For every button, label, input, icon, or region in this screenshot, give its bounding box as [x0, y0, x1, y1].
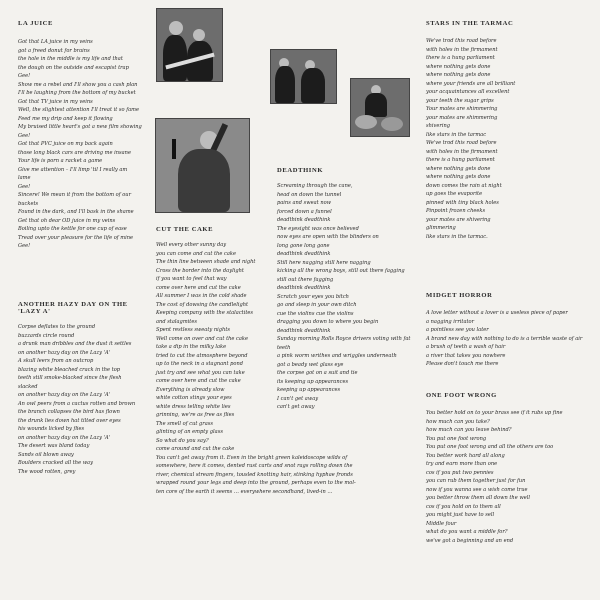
lyric-line: Middle four — [426, 520, 457, 527]
lyric-line: what do you want a middle for? — [426, 529, 508, 535]
lyric-line: lame — [18, 175, 31, 181]
lyric-line: My bruised little heart's got a new film showing — [18, 124, 142, 130]
lyric-line: got a beady wet glass eye — [277, 361, 344, 368]
song-title-lazy-a: ANOTHER HAZY DAY ON THE 'LAZY A' — [18, 301, 128, 315]
lyric-line: your acquaintances all excellent — [426, 89, 510, 95]
lyric-line: Cross the border into the daylight — [156, 267, 244, 274]
lyric-line: come over here and cut the cake — [156, 378, 241, 384]
lyric-line: pinned with tiny black holes — [426, 199, 499, 206]
song-title-cut-the-cake: CUT THE CAKE — [156, 226, 214, 233]
lyric-line: deadthink deadthink — [277, 327, 331, 334]
lyric-line: Boiling upto the kettle for one cup of ease — [18, 226, 127, 232]
lyric-line: Corpse deflates to the ground — [18, 324, 96, 330]
lyric-line: Get that oh dear OD juice in my veins — [18, 217, 116, 224]
lyric-line: with holes in the firmament — [426, 148, 498, 155]
lyric-line: the branch collapses the bird has flown — [18, 409, 120, 415]
lyric-line: Sands oil blown away — [18, 451, 74, 458]
column-center-right — [277, 167, 417, 412]
lyric-line: now if you wanna see a wish come true — [426, 486, 528, 493]
lyric-line: Everything is already slow — [156, 386, 225, 393]
lyric-line: like stars in the tarmac. — [426, 233, 488, 240]
lyric-line: the dough on the outside and escapist trap — [18, 64, 129, 71]
song-title-la-juice: LA JUICE — [18, 20, 54, 27]
lyric-line: up to the neck in a stagnant pond — [156, 361, 243, 367]
lyric-line: the hole in the middle is my life and that — [18, 56, 123, 62]
lyric-line: keeping up appearances — [277, 387, 341, 393]
lyric-line: Feed me my drip and keep it flowing — [18, 115, 113, 122]
lyrics-midget-horror — [426, 309, 596, 369]
lyric-line: and stalagmites — [156, 318, 197, 325]
lyric-line: You can't get away from it. Even in the bright green kaleidoscope wilds of — [156, 454, 348, 461]
lyric-line: how much can you leave behind? — [426, 427, 512, 433]
lyric-line: a pink worm writhes and wriggles underneath — [277, 353, 397, 359]
lyric-line: Pinpoint frozen cheeks — [426, 208, 486, 214]
lyric-line: The desert was bland today — [18, 443, 90, 449]
lyric-line: the corpse got on a suit and tie — [277, 370, 358, 376]
lyric-line: The cost of dowsing the candlelight — [156, 301, 249, 308]
lyric-line: there is a hung parliament — [426, 157, 495, 163]
lyric-line: cue the violins cue the violins — [277, 310, 354, 317]
lyric-line: still out there fagging — [277, 276, 334, 283]
lyric-line: those long black cars are driving me insane — [18, 149, 131, 156]
song-title-stars-in-the-tarmac: STARS IN THE TARMAC — [426, 20, 514, 27]
lyric-line: Got that PVC juice on my back again — [18, 141, 113, 147]
lyric-line: Well come on over and cut the cake — [156, 335, 249, 342]
lyric-line: like stars in the tarmac — [426, 131, 487, 138]
lyric-line: So what do you say? — [156, 437, 209, 444]
lyric-line: tried to cut the atmosphere beyond — [156, 352, 248, 359]
lyric-line: how much can you take? — [426, 418, 490, 425]
drummer-photo — [350, 78, 410, 137]
lyric-line: Boulders cracked all the way — [18, 460, 93, 466]
song-title-midget-horror: MIDGET HORROR — [426, 292, 493, 299]
lyric-line: Keeping company with the stalactites — [156, 310, 254, 316]
lyric-line: now eyes are open with the blinders on — [277, 234, 379, 240]
lyric-line: Give me attention – I'll limp 'til I really am — [18, 166, 128, 173]
lyric-line: You put one foot wrong — [426, 435, 487, 442]
lyric-line: where nothing gets done — [426, 63, 491, 70]
lyric-line: I can't get away — [277, 395, 319, 402]
lyric-line: the drunk lies down hat tilted over eyes — [18, 417, 121, 424]
lyric-line: got a freed donut for brains — [18, 47, 90, 54]
lyric-line: Still here nagging still here nagging — [277, 259, 371, 266]
lyric-line: a brush of teeth a wash of hair — [426, 344, 506, 350]
lyric-line: a river that takes you nowhere — [426, 352, 506, 359]
lyric-line: a pointless see you later — [426, 327, 489, 333]
lyric-line: slacked — [18, 383, 38, 390]
column-right-lower — [426, 392, 596, 545]
lyrics-stars-in-the-tarmac — [426, 37, 596, 241]
lyric-line: go and sleep in your own ditch — [277, 302, 357, 308]
guitarist-photo — [270, 49, 337, 104]
lyric-line: Gee! — [18, 132, 31, 139]
lyrics-lazy-a — [18, 323, 150, 476]
lyric-line: shivering — [426, 123, 451, 129]
lyric-line: a nagging irritator — [426, 318, 475, 325]
lyric-line: long gone long gone — [277, 242, 330, 249]
lyric-line: on another hazy day on the Lazy 'A' — [18, 349, 111, 356]
lyric-line: grinning, we're as free as flies — [156, 412, 235, 418]
lyric-line: We've trod this road before — [426, 140, 497, 146]
lyric-line: blazing white bleached crack in the top — [18, 366, 121, 373]
lyric-line: up goes the evaporite — [426, 191, 483, 197]
lyric-line: you might just have to sell — [426, 512, 495, 518]
lyric-line: cos if you hold on to them all — [426, 503, 501, 510]
column-left — [18, 20, 150, 251]
lyric-line: Please don't touch me there — [426, 361, 499, 367]
lyric-line: forced down a funnel — [277, 208, 332, 215]
lyric-line: where nothing gets done — [426, 165, 491, 172]
lyric-line: Tread over your pleasure for the life of mine — [18, 234, 134, 241]
lyric-line: can't get away — [277, 404, 315, 410]
lyric-line: where nothing gets done — [426, 72, 491, 78]
lyric-line: Sincere! We mean it from the bottom of our — [18, 192, 131, 198]
song-title-deadthink: DEADTHINK — [277, 167, 324, 174]
lyric-line: All summer I was in the cold shade — [156, 293, 247, 299]
prose-cut-the-cake — [156, 454, 386, 497]
band-photo-group — [156, 8, 223, 82]
lyric-line: deadthink deadthink — [277, 285, 331, 291]
lyric-line: there is a hung parliament — [426, 55, 495, 61]
lyric-line: Show me a rebel and I'll show you a cash plan — [18, 81, 138, 88]
lyric-line: A skull leers from an outcrop — [18, 358, 94, 364]
lyrics-deadthink — [277, 182, 417, 412]
column-right-mid — [426, 292, 596, 369]
lyric-line: where nothing gets done — [426, 174, 491, 180]
song-title-one-foot-wrong: ONE FOOT WRONG — [426, 392, 497, 399]
lyric-line: The eyesight was once believed — [277, 225, 359, 232]
lyric-line: his wounds licked by flies — [18, 426, 85, 432]
singer-photo — [155, 118, 250, 213]
lyric-line: A love letter without a lover is a useless piece of paper — [426, 310, 568, 316]
lyric-line: on another hazy day on the Lazy 'A' — [18, 434, 111, 441]
lyric-line: Gee! — [18, 183, 31, 190]
lyric-line: You better hold on to your brass see if it rubs up fine — [426, 410, 563, 416]
lyric-line: Got that TV juice in my veins — [18, 98, 93, 105]
lyric-line: if you want to feel that way — [156, 276, 227, 282]
lyric-line: Your life is porn a racket a game — [18, 158, 103, 164]
lyric-line: You put one foot wrong and all the others are too — [426, 444, 554, 450]
lyric-line: come over here and cut the cake — [156, 284, 241, 291]
lyric-line: deadthink deadthink — [277, 217, 331, 223]
lyric-line: Your mates are shimmering — [426, 106, 498, 112]
lyric-line: ten core of the earth it seems … everywhere secondhand, lived-in … — [156, 488, 333, 495]
column-left-lower — [18, 301, 150, 476]
lyric-line: head on down the tunnel — [277, 191, 342, 198]
lyric-line: Well every other sunny day — [156, 242, 227, 248]
column-right — [426, 20, 596, 241]
lyric-line: teeth — [277, 344, 291, 351]
lyric-line: Screaming through the cane, — [277, 183, 353, 189]
lyric-line: pains and sweat now — [277, 200, 332, 206]
lyric-line: The thin line between shade and night — [156, 259, 256, 265]
lyric-line: The smell of cut grass — [156, 420, 213, 427]
lyric-line: your mates are shivering — [426, 216, 491, 223]
lyric-line: somewhere, here it comes, dented rust carts and snot rags rolling down the — [156, 463, 353, 469]
lyric-line: buzzards circle round — [18, 332, 75, 339]
lyric-line: where your friends are all brilliant — [426, 80, 516, 87]
lyric-line: deadthink deadthink — [277, 251, 331, 257]
lyric-line: An owl peers from a cactus rotten and brown — [18, 400, 136, 407]
lyric-line: just try and see what you can take — [156, 369, 245, 376]
lyric-line: you can rub them together just for fun — [426, 478, 526, 484]
lyric-line: you can come and cut the cake — [156, 250, 236, 257]
lyric-line: Well, the slightest attention I'll treat it so fame — [18, 107, 139, 113]
lyric-line: dragging you down to where you begin — [277, 319, 379, 325]
lyric-line: Sunday morning Rolls Royce drivers voting with fat — [277, 336, 411, 342]
lyric-line: cos if you put two pennies — [426, 469, 494, 476]
lyric-line: on another hazy day on the Lazy 'A' — [18, 392, 111, 398]
lyric-line: Scratch your eyes you bitch — [277, 293, 349, 300]
lyric-line: take a dip in the milky lake — [156, 344, 227, 350]
lyric-line: We've trod this road before — [426, 38, 497, 44]
lyric-line: river, chemical stream fingers, tousled knotting hair, stinking hyphae fronds — [156, 471, 353, 478]
lyric-line: white dress telling white lies — [156, 403, 231, 410]
lyrics-la-juice — [18, 38, 150, 251]
lyric-line: The wood rotten, grey — [18, 468, 76, 475]
lyric-line: Got that LA juice in my veins — [18, 39, 93, 45]
lyric-line: Spent restless sweaty nights — [156, 327, 230, 333]
lyric-line: you better throw them all down the well — [426, 495, 530, 501]
lyric-line: its keeping up appearances — [277, 378, 349, 385]
lyric-line: buckets — [18, 200, 39, 207]
lyric-line: a drunk man dribbles and the dust it settles — [18, 341, 132, 347]
lyric-line: with holes in the firmament — [426, 46, 498, 53]
lyric-line: I'll be laughing from the bottom of my bucket — [18, 90, 136, 96]
lyrics-one-foot-wrong — [426, 409, 596, 545]
lyric-line: Gee! — [18, 243, 31, 249]
lyric-line: A brand new day with nothing to do is a terrible waste of air — [426, 335, 583, 342]
lyric-line: Found in the dark, and I'll bask in the shame — [18, 209, 134, 215]
lyric-line: your teeth the sugar grips — [426, 97, 494, 104]
lyric-line: glinting of an empty glass — [156, 429, 223, 435]
lyric-line: wrapped round your legs and deep into the ground, perhaps even to the mol- — [156, 480, 356, 486]
lyric-line: come around and cut the cake — [156, 446, 235, 452]
lyric-line: down comes the rain at night — [426, 182, 502, 189]
lyric-line: kicking all the wrong boys, still out there fagging — [277, 268, 405, 274]
lyric-line: Gee! — [18, 73, 31, 79]
lyric-line: You better work hard all along — [426, 452, 505, 459]
lyric-line: try and earn more than one — [426, 461, 498, 467]
lyric-line: we've got a beginning and an end — [426, 537, 514, 544]
lyric-line: glimmering — [426, 225, 456, 231]
lyric-line: your mates are shimmering — [426, 114, 498, 121]
lyric-line: white cotton stings your eyes — [156, 395, 232, 401]
lyric-line: teeth still smoke-blacked since the flesh — [18, 375, 122, 381]
